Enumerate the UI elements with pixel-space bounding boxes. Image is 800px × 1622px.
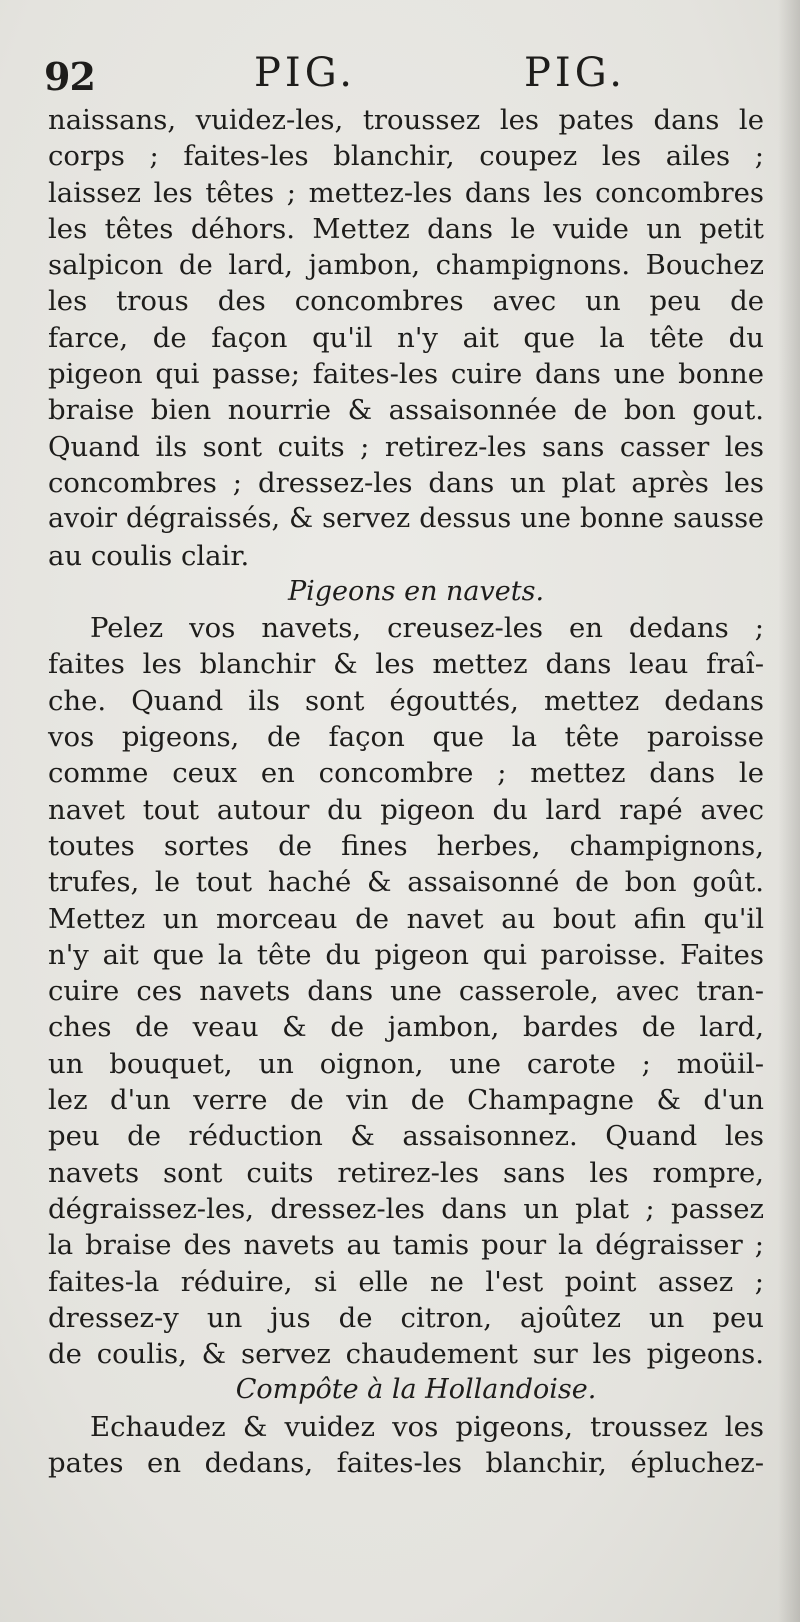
- text-line: peu de réduction & assaisonnez. Quand les: [48, 1120, 764, 1153]
- text-line: salpicon de lard, jambon, champignons. Bouchez: [48, 249, 764, 282]
- text-line: naissans, vuidez-les, troussez les pates dans le: [48, 104, 764, 136]
- text-line: corps ; faites-les blanchir, coupez les ailes ;: [48, 140, 764, 173]
- text-line: pates en dedans, faites-les blanchir, épluchez-: [48, 1446, 764, 1479]
- text-line: au coulis clair.: [48, 539, 250, 572]
- text-line: Pelez vos navets, creusez-les en dedans ;: [90, 612, 764, 645]
- section-heading: Pigeons en navets.: [287, 575, 545, 607]
- text-line: navets sont cuits retirez-les sans les rompre,: [48, 1156, 764, 1189]
- page-edge-shadow: [778, 0, 800, 1622]
- text-line: faites-la réduire, si elle ne l'est point assez ;: [48, 1265, 764, 1298]
- text-line: de coulis, & servez chaudement sur les pigeons.: [48, 1338, 764, 1371]
- text-line: pigeon qui passe; faites-les cuire dans une bonne: [48, 358, 764, 391]
- text-line: Echaudez & vuidez vos pigeons, troussez les: [90, 1410, 764, 1443]
- text-line: navet tout autour du pigeon du lard rapé avec: [48, 793, 764, 826]
- text-line: farce, de façon qu'il n'y ait que la tête du: [48, 321, 764, 354]
- text-line: dressez-y un jus de citron, ajoûtez un peu: [48, 1301, 764, 1334]
- text-line: ches de veau & de jambon, bardes de lard,: [48, 1011, 764, 1044]
- text-line: vos pigeons, de façon que la tête paroisse: [48, 721, 764, 754]
- text-line: la braise des navets au tamis pour la dégraisser ;: [48, 1229, 764, 1262]
- text-line: lez d'un verre de vin de Champagne & d'un: [48, 1084, 764, 1117]
- text-line: comme ceux en concombre ; mettez dans le: [48, 757, 764, 790]
- text-line: trufes, le tout haché & assaisonné de bon goût.: [48, 866, 764, 899]
- body-text: [48, 102, 764, 1481]
- text-line: avoir dégraissés, & servez dessus une bonne sausse: [48, 503, 764, 535]
- text-line: dégraissez-les, dressez-les dans un plat ; passez: [48, 1192, 764, 1225]
- text-line: les trous des concombres avec un peu de: [48, 285, 764, 318]
- text-line: Quand ils sont cuits ; retirez-les sans casser les: [48, 430, 764, 463]
- page-number: 92: [44, 54, 95, 99]
- text-line: toutes sortes de fines herbes, champignons,: [48, 829, 764, 862]
- text-line: Mettez un morceau de navet au bout afin qu'il: [48, 902, 764, 935]
- text-line: che. Quand ils sont égouttés, mettez dedans: [48, 684, 764, 717]
- page-header: [44, 50, 764, 106]
- text-line: un bouquet, un oignon, une carote ; moüil-: [48, 1047, 764, 1080]
- text-line: laissez les têtes ; mettez-les dans les concombres: [48, 176, 764, 209]
- section-heading: Compôte à la Hollandoise.: [235, 1374, 597, 1406]
- running-head-left: PIG.: [254, 50, 356, 96]
- text-line: cuire ces navets dans une casserole, avec tran-: [48, 975, 764, 1008]
- text-line: les têtes déhors. Mettez dans le vuide un petit: [48, 212, 764, 245]
- text-line: concombres ; dressez-les dans un plat après les: [48, 466, 764, 499]
- text-line: faites les blanchir & les mettez dans leau fraî-: [48, 648, 764, 681]
- text-line: braise bien nourrie & assaisonnée de bon gout.: [48, 394, 764, 427]
- running-head-right: PIG.: [524, 50, 626, 96]
- text-line: n'y ait que la tête du pigeon qui paroisse. Faites: [48, 938, 764, 971]
